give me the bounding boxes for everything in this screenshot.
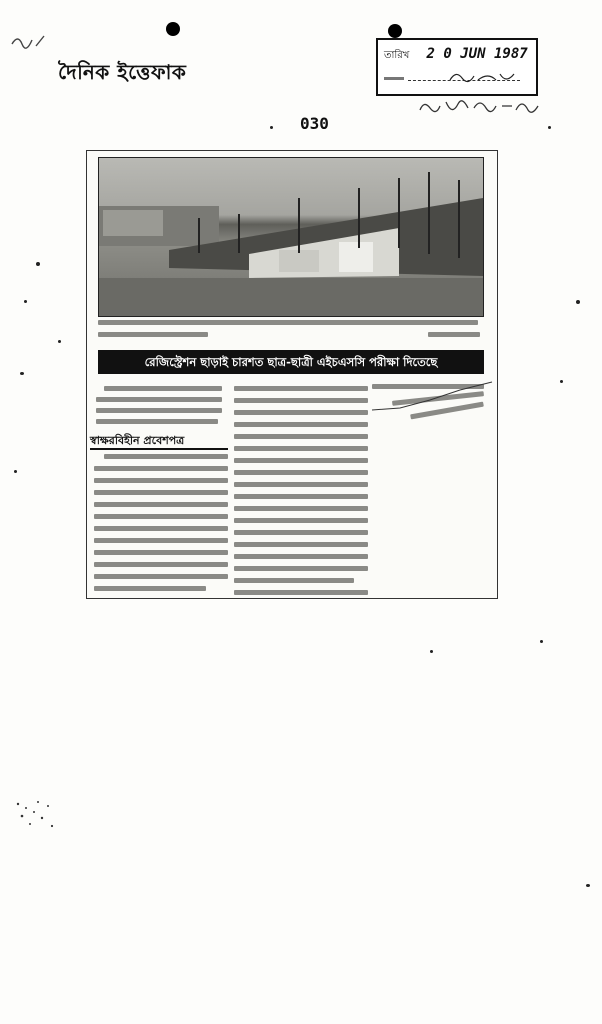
scan-speck [20, 372, 24, 375]
scan-speck [36, 262, 40, 266]
scan-speck [586, 884, 590, 887]
article-subheadline: স্বাক্ষরবিহীন প্রবেশপত্র [90, 432, 228, 450]
stamp-date: 2 0 JUN 1987 [426, 46, 528, 62]
scan-speck [576, 300, 580, 304]
scan-speck [14, 470, 17, 473]
scan-speck [560, 380, 563, 383]
photo-caption [98, 318, 484, 346]
news-photo [98, 157, 484, 317]
torn-paper-edge [370, 380, 494, 428]
scan-speckle-cluster [12, 796, 62, 836]
scan-speck [430, 650, 433, 653]
margin-pencil-mark [8, 26, 50, 56]
article-column-1-body [94, 452, 228, 594]
stamp-date-label: তারিখ [384, 50, 410, 61]
archive-date-stamp [376, 38, 538, 96]
handwritten-note [418, 96, 546, 118]
stamp-handwritten-mark [448, 68, 518, 86]
punch-hole-left [166, 22, 180, 36]
punch-hole-right [388, 24, 402, 38]
scan-speck [540, 640, 543, 643]
article-column-2 [234, 384, 370, 594]
scan-speck [548, 126, 551, 129]
article-column-1-top [96, 384, 226, 426]
scan-speck [270, 126, 273, 129]
photo-illustration [99, 158, 483, 316]
article-headline: রেজিস্ট্রেশন ছাড়াই চারশত ছাত্র-ছাত্রী এইচএসসি পরীক্ষা দিতেছে [98, 350, 484, 374]
newspaper-masthead: দৈনিক ইত্তেফাক [58, 60, 187, 84]
page-number: 030 [300, 114, 329, 133]
scan-speck [58, 340, 61, 343]
scan-speck [24, 300, 27, 303]
